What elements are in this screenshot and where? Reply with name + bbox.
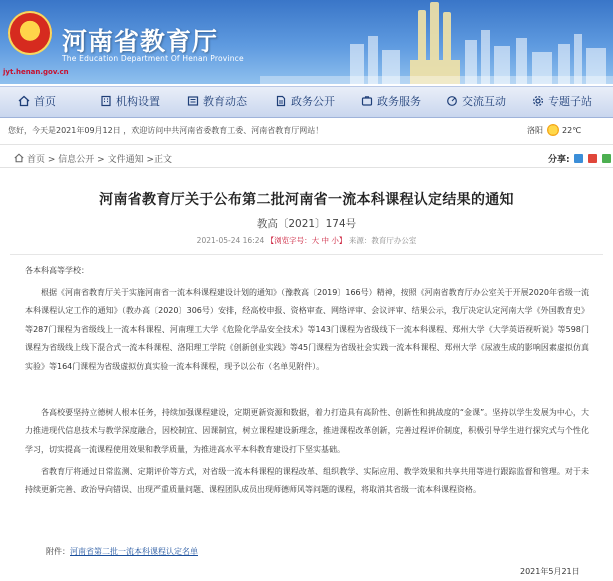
publish-date: 2021-05-24 16:24	[196, 236, 265, 245]
welcome-text: 您好，今天是2021年09月12日 ，欢迎访问中共河南省委教育工委、河南省教育厅网站！	[8, 126, 324, 135]
document-number: 教高〔2021〕174号	[256, 218, 357, 230]
salutation: 各本科高等学校：	[25, 266, 89, 275]
share-wechat-icon[interactable]	[602, 154, 611, 163]
nav-item-organization[interactable]	[100, 87, 160, 117]
breadcrumb: 首页 > 信息公开 > 文件通知 >正文	[14, 152, 172, 165]
nav-label: 教育动态	[203, 95, 247, 108]
breadcrumb-home[interactable]: 首页	[27, 155, 46, 165]
site-title[interactable]: 河南省教育厅	[62, 27, 219, 56]
nav-label: 首页	[34, 95, 56, 108]
notice-bar	[0, 118, 613, 145]
article-meta	[0, 235, 613, 246]
article-title: 河南省教育厅关于公布第二批河南省一流本科课程认定结果的通知	[99, 192, 514, 208]
body-paragraph: 根据《河南省教育厅关于实施河南省一流本科课程建设计划的通知》（豫教高〔2019〕166号）精神，按照《河南省教育厅办公室关于开展2020年省级一流本科课程认定工作的通知》（教办高〔2020〕306号）安排，经高校申报、资格审查、网络评审、会议评审、结果公示，我厅决定认定河南大学《外国教育史》等287门课程为省级线上一流本科课程、河南理工大学《危险化学品安全技术》等143门课程为省级线下一流本科课程、郑州大学《大学英语视听说》等598门课程为省级线上线下混合式一流本科课程、洛阳理工学院《创新创业实践》等45门课程为省级社会实践一流本科课程、郑州大学《尿液生成的影响因素虚拟仿真实验》等164门课程为省级虚拟仿真实验一流本科课程，现予以公布（名单见附件）。	[25, 288, 589, 371]
font-size-control[interactable]: 【浏览字号：大 中 小】	[266, 236, 347, 245]
divider	[10, 254, 603, 255]
signature-date: 2021年5月21日	[520, 567, 580, 576]
breadcrumb-notices[interactable]: 文件通知	[107, 155, 144, 165]
share-weibo-icon[interactable]	[588, 154, 597, 163]
share-label: 分享:	[548, 155, 570, 165]
weather-city: 洛阳	[527, 126, 543, 135]
city-skyline-illustration	[260, 0, 613, 84]
nav-label: 交流互动	[462, 95, 506, 108]
divider	[0, 167, 613, 168]
nav-item-home[interactable]	[18, 87, 56, 117]
share-bar	[548, 152, 611, 165]
main-nav	[0, 86, 613, 118]
body-paragraph: 省教育厅将通过日常监测、定期评价等方式，对省级一流本科课程的课程改革、组织教学、实际应用、教学效果和共享共用等进行跟踪监督和管理。对于未持续更新完善、政治导向错误、出现严重质量问题、课程团队成员出现师德师风等问题的课程，将取消其省级一流本科课程资格。	[25, 467, 589, 495]
site-banner	[0, 0, 613, 84]
document-icon	[275, 95, 287, 107]
gear-icon	[532, 95, 544, 107]
body-paragraph: 各高校要坚持立德树人根本任务，持续加强课程建设，定期更新资源和数据，着力打造具有高阶性、创新性和挑战度的“金课”。坚持以学生发展为中心，大力推进现代信息技术与教学深度融合，因校制宜、因课制宜，树立课程建设新理念，推进课程改革创新，完善过程评价制度，积极引导学生进行探究式与个性化学习，切实提高一流课程使用效果和教学质量，为推进高水平本科教育建设打下坚实基础。	[25, 408, 589, 454]
chat-icon	[446, 95, 458, 107]
nav-label: 专题子站	[548, 95, 592, 108]
site-subtitle: The Education Department Of Henan Province	[62, 54, 244, 63]
home-icon	[14, 153, 24, 163]
attachment-label: 附件：	[46, 547, 70, 556]
building-icon	[100, 95, 112, 107]
weather-temperature: 22℃	[562, 126, 582, 135]
national-emblem-icon: ★	[8, 11, 52, 55]
attachment	[46, 546, 198, 557]
nav-item-interaction[interactable]	[446, 87, 506, 117]
nav-item-education-news[interactable]	[187, 87, 247, 117]
breadcrumb-info-open[interactable]: 信息公开	[58, 155, 95, 165]
breadcrumb-current: 正文	[153, 155, 172, 165]
nav-label: 机构设置	[116, 95, 160, 108]
share-qzone-icon[interactable]	[574, 154, 583, 163]
article-source: 来源：教育厅办公室	[348, 236, 417, 245]
nav-item-government-services[interactable]	[361, 87, 421, 117]
nav-label: 政务公开	[291, 95, 335, 108]
attachment-link[interactable]: 河南省第二批一流本科课程认定名单	[70, 547, 198, 556]
nav-item-special-topics[interactable]	[532, 87, 592, 117]
sunny-weather-icon	[547, 124, 559, 136]
nav-item-government-affairs[interactable]	[275, 87, 335, 117]
site-url: jyt.henan.gov.cn	[3, 68, 69, 76]
news-icon	[187, 95, 199, 107]
nav-label: 政务服务	[377, 95, 421, 108]
weather-widget	[527, 124, 581, 136]
service-icon	[361, 95, 373, 107]
home-icon	[18, 95, 30, 107]
